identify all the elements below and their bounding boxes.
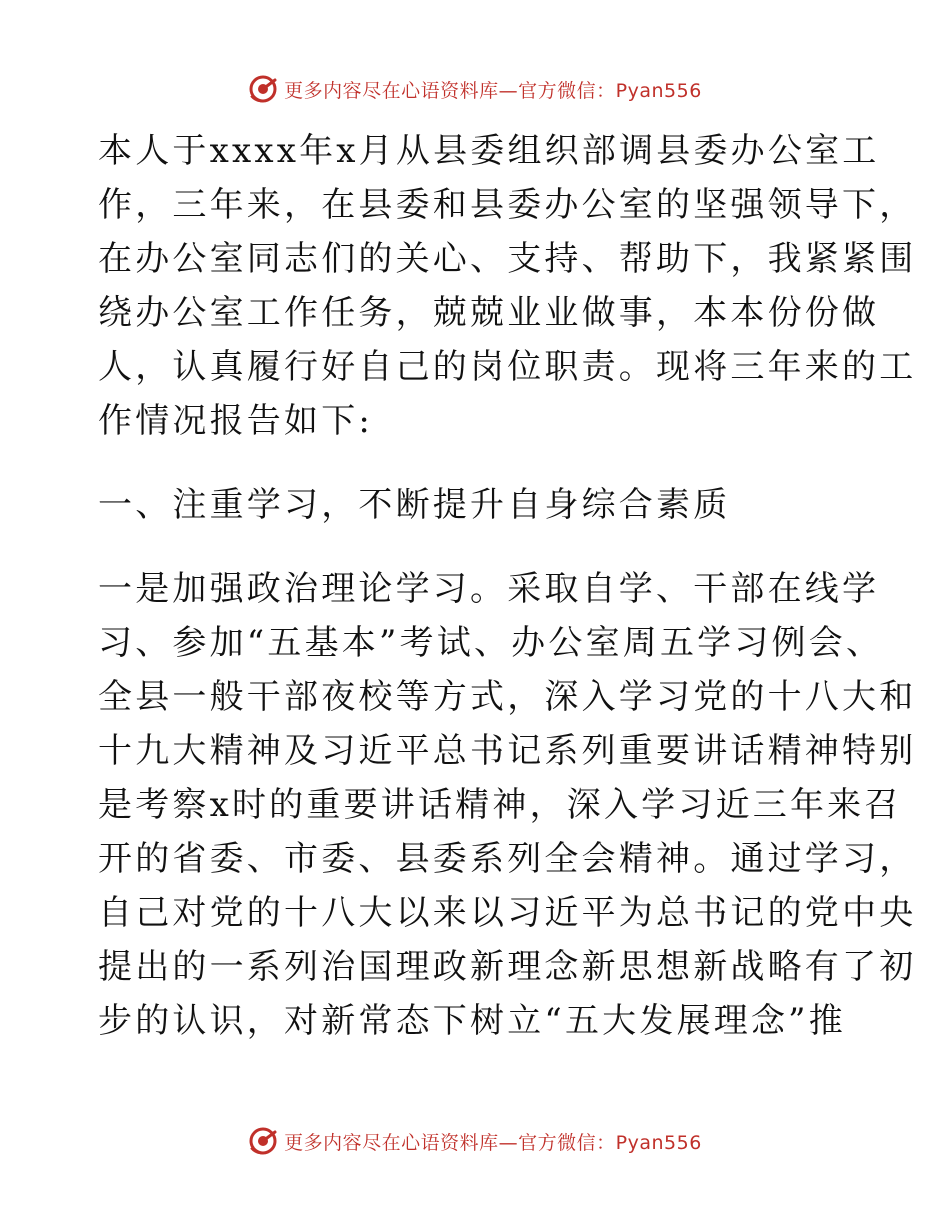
- text-line: 是考察x时的重要讲话精神，深入学习近三年来召: [98, 785, 902, 825]
- text-line: 人，认真履行好自己的岗位职责。现将三年来的工: [98, 347, 917, 387]
- text-line: 提出的一系列治国理政新理念新思想新战略有了初: [98, 947, 917, 987]
- text-line: 步的认识，对新常态下树立“五大发展理念”推: [98, 1001, 846, 1041]
- text-line: 绕办公室工作任务，兢兢业业做事，本本份份做: [98, 293, 880, 333]
- text-line: 十九大精神及习近平总书记系列重要讲话精神特别: [98, 731, 917, 771]
- watermark-wechat-id: Pyan556: [615, 79, 702, 102]
- text-line: 作，三年来，在县委和县委办公室的坚强领导下，: [98, 185, 917, 225]
- text-line: 本人于xxxx年x月从县委组织部调县委办公室工: [98, 131, 880, 171]
- brand-logo-icon: [248, 74, 278, 104]
- section-heading: 一、注重学习，不断提升自身综合素质: [98, 485, 731, 525]
- watermark-text: 更多内容尽在心语资料库—官方微信：: [284, 79, 616, 102]
- document-body: [98, 124, 917, 1048]
- text-line: 自己对党的十八大以来以习近平为总书记的党中央: [98, 893, 917, 933]
- text-line: 习、参加“五基本”考试、办公室周五学习例会、: [98, 623, 884, 663]
- watermark-text: 更多内容尽在心语资料库—官方微信：: [284, 1131, 616, 1154]
- text-line: 开的省委、市委、县委系列全会精神。通过学习，: [98, 839, 917, 879]
- text-line: 作情况报告如下:: [98, 401, 374, 441]
- paragraph-intro: [98, 124, 917, 448]
- watermark-wechat-id: Pyan556: [615, 1131, 702, 1154]
- watermark-header: [0, 72, 950, 106]
- text-line: 一是加强政治理论学习。采取自学、干部在线学: [98, 569, 880, 609]
- paragraph-study: [98, 562, 917, 1048]
- brand-logo-icon: [248, 1126, 278, 1156]
- text-line: 在办公室同志们的关心、支持、帮助下，我紧紧围: [98, 239, 917, 279]
- text-line: 全县一般干部夜校等方式，深入学习党的十八大和: [98, 677, 917, 717]
- watermark-footer: [0, 1124, 950, 1158]
